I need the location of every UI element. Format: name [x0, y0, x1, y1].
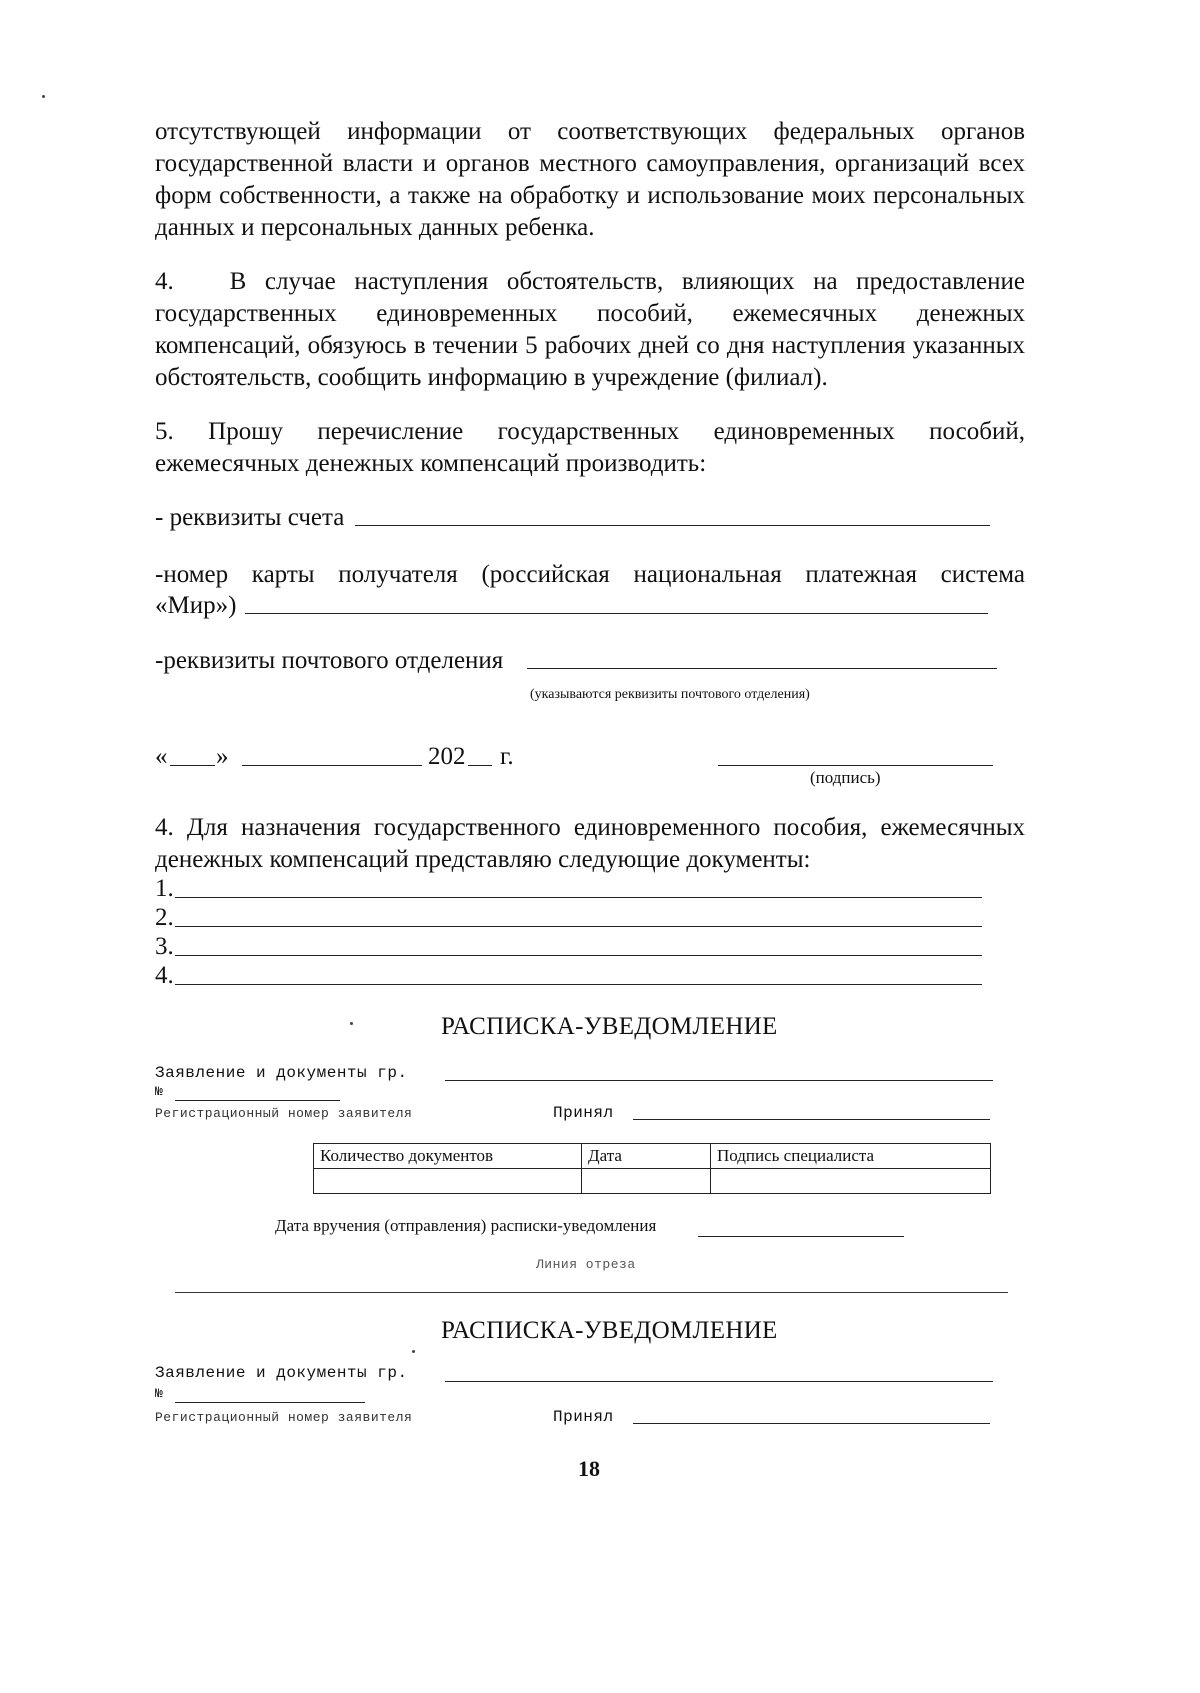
scan-speck [350, 1022, 353, 1025]
cut-line-label: Линия отреза [536, 1257, 636, 1272]
item-5-number: 5. [155, 418, 174, 445]
receipt-2-number-label: № [155, 1386, 164, 1401]
document-item-number: 1. [155, 875, 174, 902]
document-item-4-line[interactable] [175, 984, 982, 985]
receipt-1-accepted-label: Принял [553, 1104, 614, 1122]
date-year-suffix: г. [500, 743, 514, 770]
account-input-line[interactable] [355, 525, 990, 526]
card-label-line1: -номер карты получателя (российская национальная платежная система [155, 561, 1025, 588]
documents-intro: 4. Для назначения государственного единовременного пособия, ежемесячных денежных компенсаций представляю следующие документы: [155, 814, 1025, 873]
receipt-1-number-label: № [155, 1084, 164, 1099]
item-4-number: 4. [155, 268, 174, 295]
receipt-2-number-line[interactable] [175, 1402, 365, 1403]
date-month-line[interactable] [242, 765, 422, 766]
receipt-1-delivery-line[interactable] [698, 1236, 904, 1237]
document-item-2-line[interactable] [175, 926, 982, 927]
card-input-line[interactable] [245, 613, 988, 614]
receipt-2-accepted-line[interactable] [633, 1423, 990, 1424]
date-quote-close: » [216, 743, 229, 770]
consent-paragraph: отсутствующей информации от соответствующих федеральных органов государственной власти и органов местного самоуправления, организаций всех форм собственности, а также на обработку и использование моих персональных данных и персональных данных ребенка. [155, 118, 1025, 241]
date-quote-open: « [155, 743, 168, 770]
receipt-1-reg-number-label: Регистрационный номер заявителя [155, 1106, 413, 1121]
table-cell-specialist-signature[interactable] [711, 1169, 991, 1194]
post-input-line[interactable] [527, 668, 997, 669]
post-label: -реквизиты почтового отделения [155, 647, 504, 674]
cut-line [175, 1292, 1008, 1293]
document-item-number: 4. [155, 962, 174, 989]
date-year-line[interactable] [468, 765, 492, 766]
item-4-text: В случае наступления обстоятельств, влияющих на предоставление государственных единовременных пособий, ежемесячных денежных компенсаций, обязуюсь в течении 5 рабочих дней со дня наступления указанных обстоятельств, сообщить информацию в учреждение (филиал). [155, 268, 1025, 391]
date-year: 202 [428, 743, 466, 770]
account-label: - реквизиты счета [155, 504, 345, 531]
receipt-1-number-line[interactable] [175, 1100, 340, 1101]
receipt-2-title: РАСПИСКА-УВЕДОМЛЕНИЕ [441, 1317, 778, 1344]
scan-speck [412, 1350, 415, 1353]
receipt-2-reg-number-label: Регистрационный номер заявителя [155, 1410, 413, 1425]
date-day-line[interactable] [170, 765, 215, 766]
card-label-line2: «Мир») [155, 592, 237, 619]
document-item-1-line[interactable] [175, 897, 982, 898]
document-item-number: 2. [155, 904, 174, 931]
receipt-1-title: РАСПИСКА-УВЕДОМЛЕНИЕ [441, 1013, 778, 1040]
receipt-1-applicant-label: Заявление и документы гр. [155, 1064, 408, 1082]
post-hint: (указываются реквизиты почтового отделения) [530, 687, 810, 702]
signature-hint: (подпись) [810, 768, 881, 787]
table-cell-doc-count[interactable] [314, 1169, 582, 1194]
scan-speck [42, 95, 45, 98]
receipt-2-applicant-line[interactable] [445, 1381, 993, 1382]
table-header-specialist-signature: Подпись специалиста [711, 1144, 991, 1169]
table-row [314, 1169, 991, 1194]
item-4-paragraph [155, 266, 1025, 394]
receipt-1-accepted-line[interactable] [633, 1119, 990, 1120]
receipt-1-delivery-label: Дата вручения (отправления) расписки-уведомления [275, 1216, 657, 1235]
table-cell-date[interactable] [582, 1169, 711, 1194]
receipt-2-accepted-label: Принял [553, 1408, 614, 1426]
item-5-text: Прошу перечисление государственных единовременных пособий, ежемесячных денежных компенсаций производить: [155, 418, 1026, 477]
receipt-1-applicant-line[interactable] [445, 1080, 993, 1081]
page-number: 18 [578, 1456, 600, 1481]
receipt-1-table [313, 1143, 991, 1194]
document-item-3-line[interactable] [175, 955, 982, 956]
table-header-row [314, 1144, 991, 1169]
table-header-date: Дата [582, 1144, 711, 1169]
table-header-doc-count: Количество документов [314, 1144, 582, 1169]
document-item-number: 3. [155, 933, 174, 960]
receipt-2-applicant-label: Заявление и документы гр. [155, 1364, 408, 1382]
signature-line[interactable] [718, 765, 993, 766]
item-5-paragraph [155, 416, 1025, 480]
